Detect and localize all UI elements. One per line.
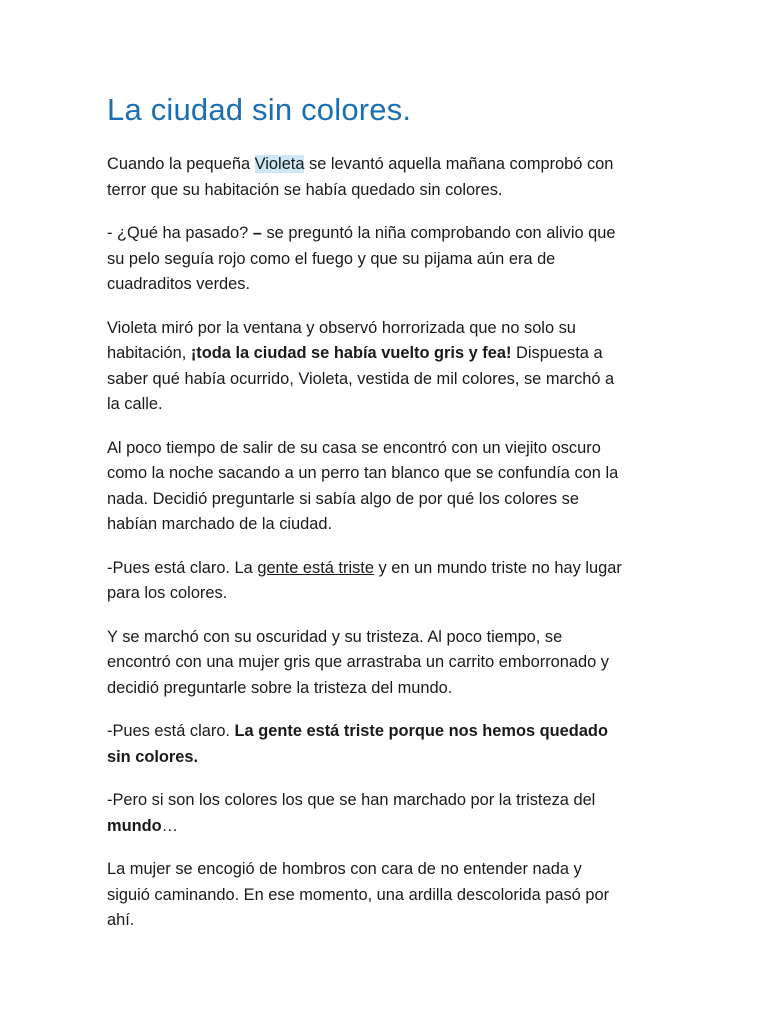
paragraph-3-bold: ¡toda la ciudad se había vuelto gris y fea! [190,344,512,362]
paragraph-6: Y se marchó con su oscuridad y su tristeza. Al poco tiempo, se encontró con una mujer gris que arrastraba un carrito emborronado y decidió preguntarle sobre la tristeza del mundo. [107,627,610,697]
document-page [107,90,667,952]
paragraph-1-text-b: se levantó aquella mañana comprobó con terror que su habitación se había quedado sin colores. [107,155,614,199]
paragraph-8 [107,788,667,839]
paragraph-8-text-b: … [161,816,179,835]
paragraph-2-text-a: - ¿Qué ha pasado? [107,224,253,242]
paragraph-1 [107,152,667,203]
underlined-phrase: gente está triste [257,558,374,577]
paragraph-3 [107,316,667,418]
paragraph-4: Al poco tiempo de salir de su casa se encontró con un viejito oscuro como la noche sacando a un perro tan blanco que se confundía con la nada. Decidió preguntarle si sabía algo de por qué los colores se habían marchado de la ciudad. [107,438,619,533]
highlighted-name: Violeta [254,155,305,173]
paragraph-9: La mujer se encogió de hombros con cara de no entender nada y siguió caminando. En ese momento, una ardilla descolorida pasó por ahí. [107,860,610,929]
paragraph-2 [107,221,667,298]
paragraph-5-text-b: y en un mundo triste no hay lugar para los colores. [107,558,622,602]
paragraph-7 [107,719,667,770]
paragraph-7-text-a: -Pues está claro. [107,722,235,740]
paragraph-2-text-b: se preguntó la niña comprobando con alivio que su pelo seguía rojo como el fuego y que su pijama aún era de cuadraditos verdes. [107,224,616,293]
paragraph-3-text-a: Violeta miró por la ventana y observó horrorizada que no solo su habitación, [107,318,576,362]
document-title: La ciudad sin colores. [107,92,412,127]
paragraph-1-text-a: Cuando la pequeña [107,155,255,173]
paragraph-7-bold: La gente está triste porque nos hemos quedado sin colores. [107,722,608,766]
paragraph-3-text-b: Dispuesta a saber qué había ocurrido, Violeta, vestida de mil colores, se marchó a la calle. [107,344,615,413]
paragraph-2-dash: – [252,224,262,242]
paragraph-5-text-a: -Pues está claro. La [107,558,258,577]
paragraph-8-bold: mundo [107,816,162,835]
paragraph-8-text-a: -Pero si son los colores los que se han marchado por la tristeza del [107,791,596,809]
paragraph-5 [107,556,667,607]
